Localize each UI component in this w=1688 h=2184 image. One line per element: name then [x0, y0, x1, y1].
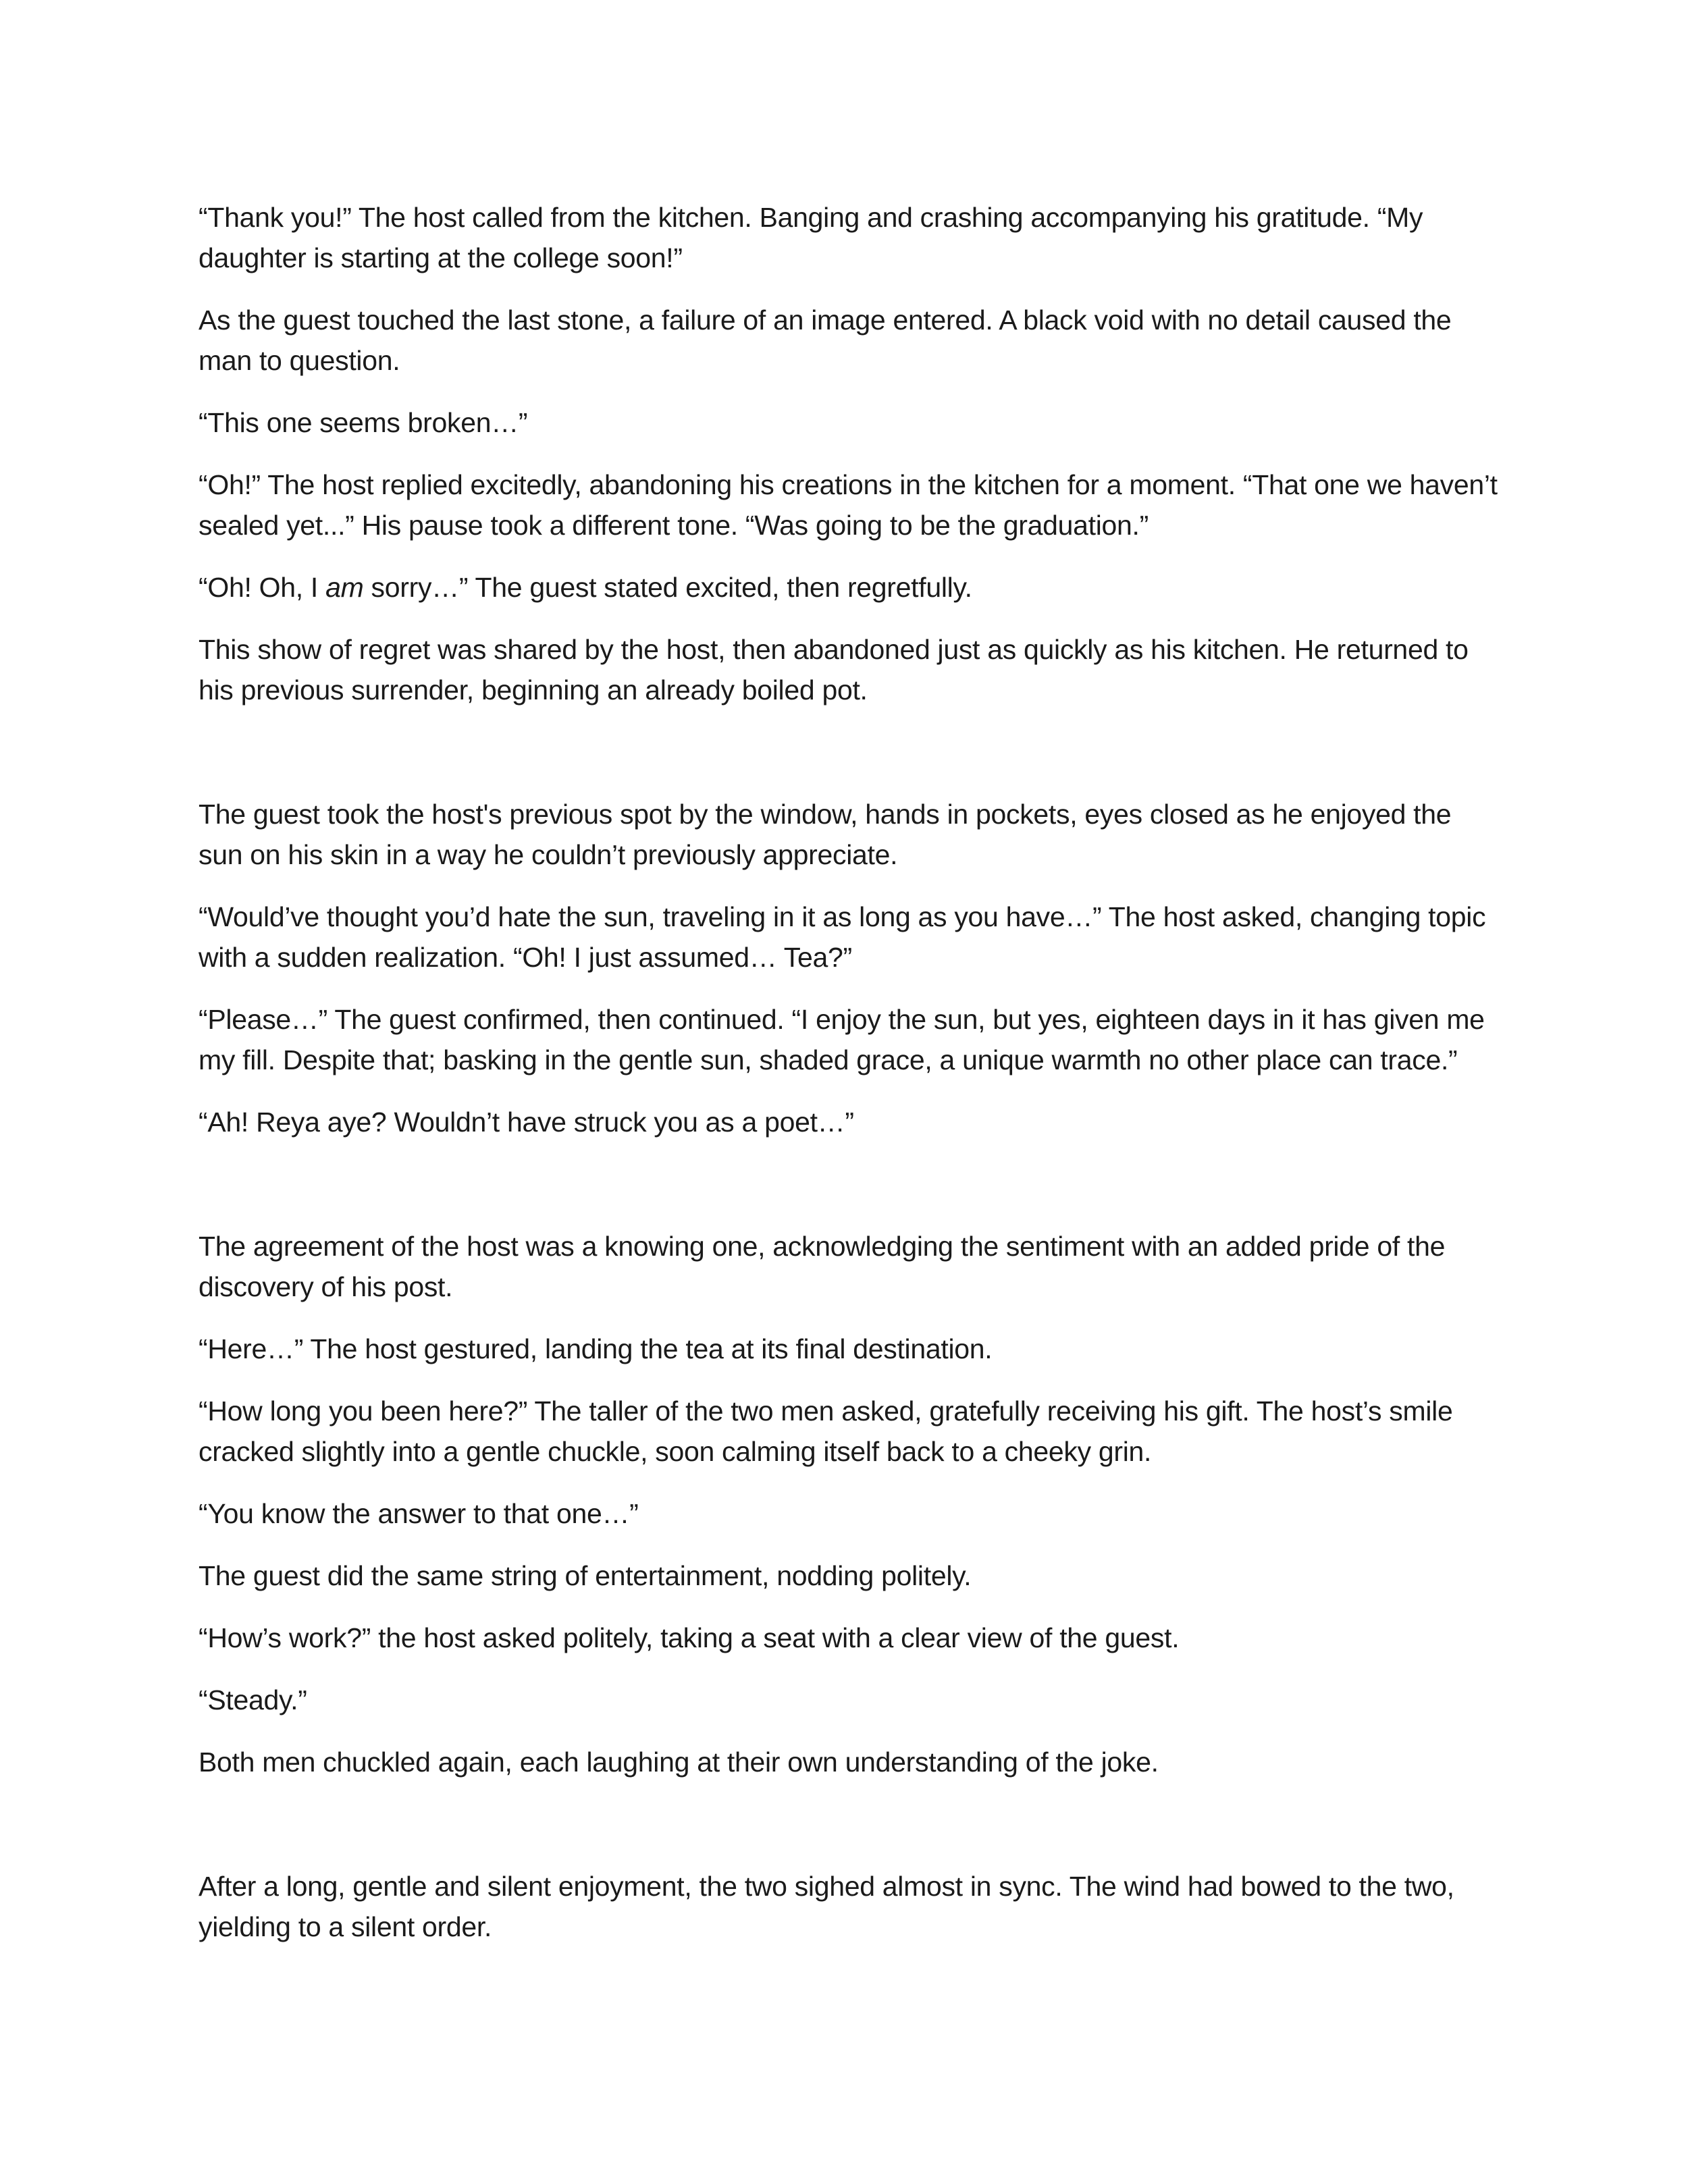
paragraph-18: Both men chuckled again, each laughing at their own understanding of the joke.: [199, 1747, 1159, 1778]
emphasis-am: am: [325, 572, 364, 603]
paragraph-10: “Ah! Reya aye? Wouldn’t have struck you as a poet…”: [199, 1107, 854, 1138]
paragraph-19: After a long, gentle and silent enjoyment, the two sighed almost in sync. The wind had bowed to the two, yielding to a silent order.: [199, 1871, 1454, 1942]
paragraph-1: “Thank you!” The host called from the kitchen. Banging and crashing accompanying his gratitude. “My daughter is starting at the college soon!”: [199, 202, 1423, 273]
paragraph-7: The guest took the host's previous spot by the window, hands in pockets, eyes closed as he enjoyed the sun on his skin in a way he couldn’t previously appreciate.: [199, 799, 1452, 870]
document-page: [199, 197, 1502, 1969]
paragraph-5: [199, 567, 1502, 608]
paragraph-2: As the guest touched the last stone, a failure of an image entered. A black void with no detail caused the man to question.: [199, 304, 1452, 376]
paragraph-5-after: sorry…” The guest stated excited, then regretfully.: [363, 572, 972, 603]
paragraph-17: “Steady.”: [199, 1684, 307, 1715]
paragraph-8: “Would’ve thought you’d hate the sun, traveling in it as long as you have…” The host asked, changing topic with a sudden realization. “Oh! I just assumed… Tea?”: [199, 901, 1486, 973]
paragraph-14: “You know the answer to that one…”: [199, 1498, 639, 1529]
paragraph-15: The guest did the same string of entertainment, nodding politely.: [199, 1560, 972, 1591]
paragraph-16: “How’s work?” the host asked politely, taking a seat with a clear view of the guest.: [199, 1622, 1180, 1653]
paragraph-11: The agreement of the host was a knowing one, acknowledging the sentiment with an added pride of the discovery of his post.: [199, 1231, 1446, 1302]
paragraph-3: “This one seems broken…”: [199, 407, 528, 438]
paragraph-13: “How long you been here?” The taller of the two men asked, gratefully receiving his gift. The host’s smile cracked slightly into a gentle chuckle, soon calming itself back to a cheeky grin.: [199, 1395, 1453, 1467]
paragraph-12: “Here…” The host gestured, landing the tea at its final destination.: [199, 1333, 993, 1364]
paragraph-6: This show of regret was shared by the host, then abandoned just as quickly as his kitchen. He returned to his previous surrender, beginning an already boiled pot.: [199, 634, 1469, 705]
paragraph-5-before: “Oh! Oh, I: [199, 572, 326, 603]
paragraph-9: “Please…” The guest confirmed, then continued. “I enjoy the sun, but yes, eighteen days in it has given me my fill. Despite that; basking in the gentle sun, shaded grace, a unique warmth no other place can trace.”: [199, 1004, 1485, 1075]
paragraph-4: “Oh!” The host replied excitedly, abandoning his creations in the kitchen for a moment. “That one we haven’t sealed yet...” His pause took a different tone. “Was going to be the graduation.”: [199, 469, 1498, 541]
